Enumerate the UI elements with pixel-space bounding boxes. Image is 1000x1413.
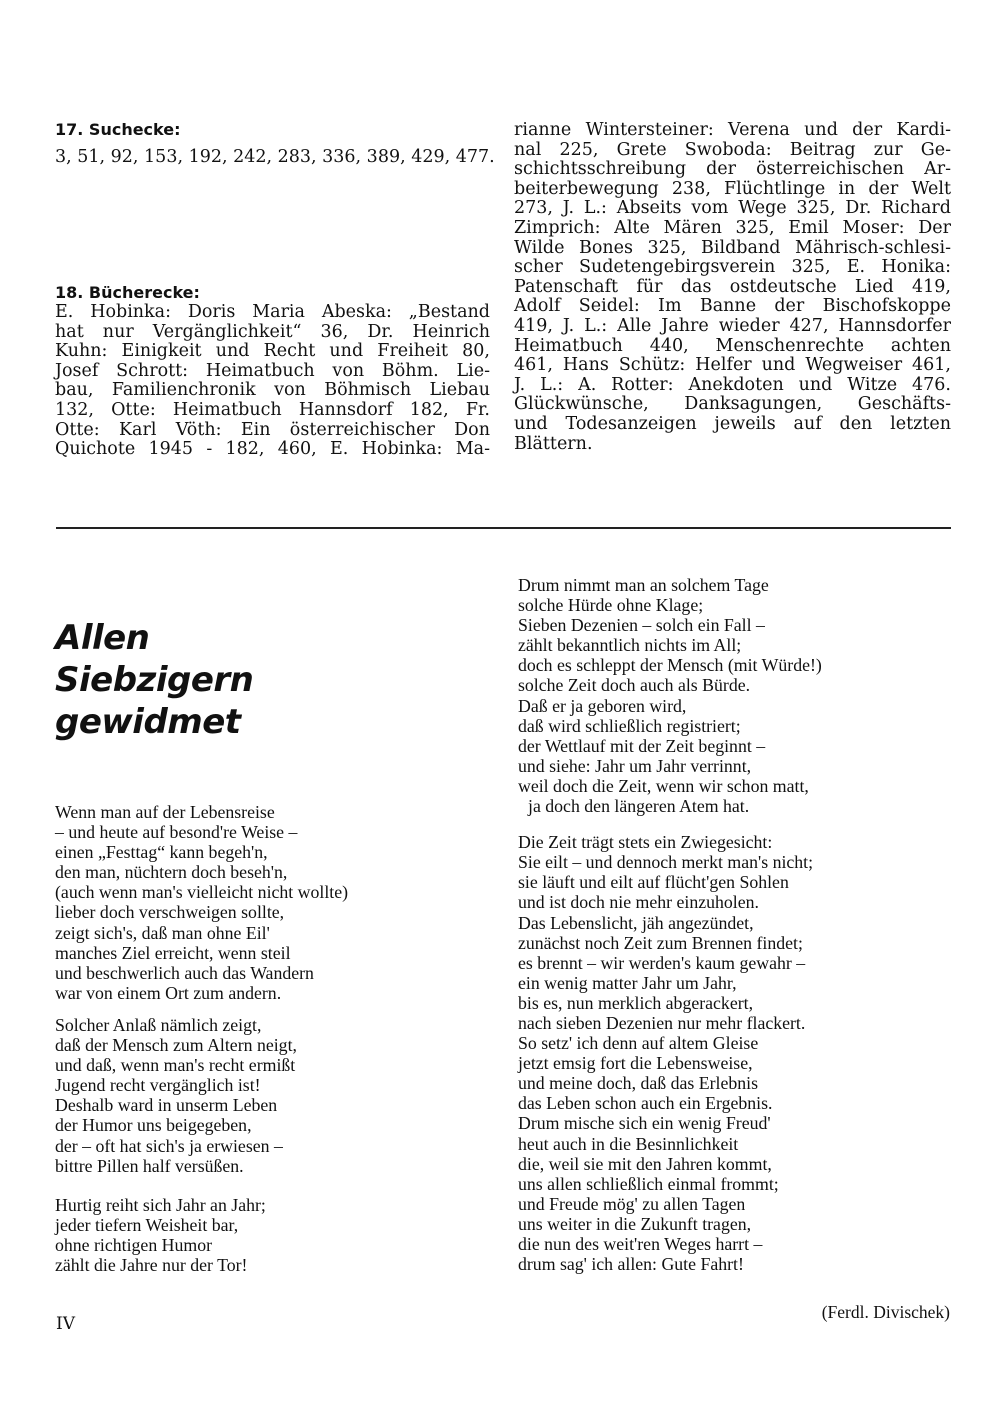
poem-line: Sieben Dezenien – solch ein Fall –	[518, 615, 765, 636]
poem-stanza	[518, 832, 822, 1274]
text-line: Heimatbuch 440, Menschenrechte achten	[514, 335, 951, 356]
suchecke-heading: 17. Suchecke:	[55, 120, 181, 139]
poem-line: bis es, nun merklich abgerackert,	[518, 992, 754, 1013]
poem-line: zählt die Jahre nur der Tor!	[55, 1254, 248, 1275]
text-line: Josef Schrott: Heimatbuch von Böhm. Lie-	[55, 360, 490, 381]
text-line: scher Sudetengebirgsverein 325, E. Honika:	[514, 257, 951, 278]
text-line: bau, Familienchronik von Böhmisch Liebau	[55, 380, 490, 401]
poem-stanza	[55, 802, 348, 1003]
poem-line: zunächst noch Zeit zum Brennen findet;	[518, 932, 803, 953]
poem-line: uns allen schließlich einmal frommt;	[518, 1173, 779, 1194]
buecherecke-right-column	[514, 121, 951, 454]
text-line: Kuhn: Einigkeit und Recht und Freiheit 80,	[55, 341, 490, 362]
poem-line: solche Hürde ohne Klage;	[518, 595, 704, 616]
poem-line: ohne richtigen Humor	[55, 1234, 213, 1255]
poem-line: sie läuft und eilt auf flücht'gen Sohlen	[518, 872, 789, 893]
text-line: Zimprich: Alte Mären 325, Emil Moser: Der	[514, 217, 951, 238]
poem-line: die nun des weit'ren Weges harrt –	[518, 1234, 763, 1254]
poem-line: Das Lebenslicht, jäh angezündet,	[518, 912, 754, 933]
text-line: Adolf Seidel: Im Banne der Bischofskoppe	[514, 296, 951, 317]
poem-title-line: Siebzigern	[55, 660, 254, 700]
poem-line: – und heute auf besond're Weise –	[55, 822, 298, 843]
poem-line: Wenn man auf der Lebensreise	[55, 802, 275, 822]
poem-line: war von einem Ort zum andern.	[55, 982, 282, 1003]
poem-line: Jugend recht vergänglich ist!	[55, 1075, 261, 1096]
poem-line: weil doch die Zeit, wenn wir schon matt,	[518, 775, 809, 796]
poem-line: So setz' ich denn auf altem Gleise	[518, 1033, 759, 1054]
poem-line: es brennt – wir werden's kaum gewahr –	[518, 952, 806, 973]
poem-stanza	[518, 575, 822, 816]
poem-line: Die Zeit trägt stets ein Zwiegesicht:	[518, 832, 773, 853]
poem-line: Drum nimmt man an solchem Tage	[518, 575, 769, 595]
text-line: und Todesanzeigen jeweils auf den letzten	[514, 413, 951, 434]
poem-line: einen „Festtag“ kann begeh'n,	[55, 842, 268, 863]
poem-line: drum sag' ich allen: Gute Fahrt!	[518, 1254, 744, 1275]
poem-line: ja doch den längeren Atem hat.	[528, 796, 750, 817]
text-line: Blättern.	[514, 433, 593, 454]
poem-line: bittre Pillen half versüßen.	[55, 1155, 244, 1176]
poem-stanza	[55, 1015, 348, 1176]
text-line: Glückwünsche, Danksagungen, Geschäfts-	[514, 394, 951, 415]
text-line: 419, J. L.: Alle Jahre wieder 427, Hannsdorfer	[514, 315, 951, 336]
text-line: schichtsschreibung der österreichischen Ar-	[514, 159, 951, 180]
poem-line: heut auch in die Besinnlichkeit	[518, 1133, 739, 1154]
text-line: Patenschaft für das ostdeutsche Lied 419,	[514, 276, 951, 297]
poem-line: nach sieben Dezenien nur mehr flackert.	[518, 1012, 806, 1033]
poem-line: die, weil sie mit den Jahren kommt,	[518, 1153, 772, 1174]
text-line: E. Hobinka: Doris Maria Abeska: „Bestand	[55, 302, 490, 322]
poem-line: ein wenig matter Jahr um Jahr,	[518, 972, 737, 993]
text-line: Otte: Karl Vöth: Ein österreichischer Don	[55, 419, 490, 440]
suchecke-pages: 3, 51, 92, 153, 192, 242, 283, 336, 389, 429, 477.	[55, 147, 495, 167]
poem-line: und ist doch nie mehr einzuholen.	[518, 892, 759, 913]
poem-line: und meine doch, daß das Erlebnis	[518, 1073, 758, 1094]
poem-line: und daß, wenn man's recht ermißt	[55, 1055, 296, 1076]
poem-author: (Ferdl. Divischek)	[821, 1302, 950, 1322]
poem-line: den man, nüchtern doch beseh'n,	[55, 862, 288, 883]
text-line: 132, Otte: Heimatbuch Hannsdorf 182, Fr.	[55, 399, 490, 420]
text-line: rianne Wintersteiner: Verena und der Kardi-	[514, 120, 951, 140]
text-line: nal 225, Grete Swoboda: Beitrag zur Ge-	[514, 139, 951, 160]
poem-line: daß wird schließlich registriert;	[518, 715, 741, 736]
poem-line: zählt bekanntlich nichts im All;	[518, 635, 742, 656]
poem-line: Daß er ja geboren wird,	[518, 695, 687, 716]
poem-line: (auch wenn man's vielleicht nicht wollte)	[55, 882, 349, 903]
poem-line: der – oft hat sich's ja erwiesen –	[55, 1135, 283, 1156]
text-line: hat nur Vergänglichkeit“ 36, Dr. Heinrich	[55, 321, 490, 342]
poem-line: Solcher Anlaß nämlich zeigt,	[55, 1014, 262, 1035]
poem-title-line: gewidmet	[55, 702, 241, 742]
page-number: IV	[56, 1314, 75, 1334]
poem-line: und siehe: Jahr um Jahr verrinnt,	[518, 755, 752, 776]
poem-line: lieber doch verschweigen sollte,	[55, 902, 285, 923]
poem-line: solche Zeit doch auch als Bürde.	[518, 675, 751, 696]
poem-line: das Leben schon auch ein Ergebnis.	[518, 1093, 773, 1114]
text-line: 461, Hans Schütz: Helfer und Wegweiser 461,	[514, 355, 951, 376]
poem-line: der Wettlauf mit der Zeit beginnt –	[518, 735, 766, 756]
poem-title-line: Allen	[55, 618, 150, 658]
poem-line: jeder tiefern Weisheit bar,	[55, 1214, 239, 1235]
poem-stanza	[55, 1195, 348, 1275]
poem-line: Deshalb ward in unserm Leben	[55, 1095, 278, 1116]
text-line: J. L.: A. Rotter: Anekdoten und Witze 476.	[514, 374, 951, 395]
poem-line: zeigt sich's, daß man ohne Eil'	[55, 922, 270, 943]
poem-line: Drum mische sich ein wenig Freud'	[518, 1113, 771, 1134]
text-line: Wilde Bones 325, Bildband Mährisch-schlesi-	[514, 237, 951, 258]
poem-line: manches Ziel erreicht, wenn steil	[55, 942, 291, 963]
poem-line: daß der Mensch zum Altern neigt,	[55, 1035, 297, 1056]
poem-title	[55, 617, 253, 743]
text-line: 273, J. L.: Abseits vom Wege 325, Dr. Richard	[514, 198, 951, 219]
section-divider	[56, 527, 951, 529]
poem-line: uns weiter in die Zukunft tragen,	[518, 1213, 752, 1234]
poem-line: jetzt emsig fort die Lebensweise,	[518, 1053, 753, 1074]
poem-line: Sie eilt – und dennoch merkt man's nicht;	[518, 852, 814, 873]
poem-line: und Freude mög' zu allen Tagen	[518, 1193, 746, 1214]
poem-left-column	[55, 802, 348, 1275]
poem-line: und beschwerlich auch das Wandern	[55, 962, 314, 983]
text-line: beiterbewegung 238, Flüchtlinge in der Welt	[514, 178, 951, 199]
poem-right-column	[518, 575, 822, 1274]
buecherecke-heading: 18. Bücherecke:	[55, 283, 200, 302]
poem-line: doch es schleppt der Mensch (mit Würde!)	[518, 655, 822, 676]
text-line: Quichote 1945 - 182, 460, E. Hobinka: Ma-	[55, 439, 490, 460]
poem-line: der Humor uns beigegeben,	[55, 1115, 252, 1136]
poem-line: Hurtig reiht sich Jahr an Jahr;	[55, 1194, 266, 1215]
buecherecke-left-column	[55, 303, 490, 460]
